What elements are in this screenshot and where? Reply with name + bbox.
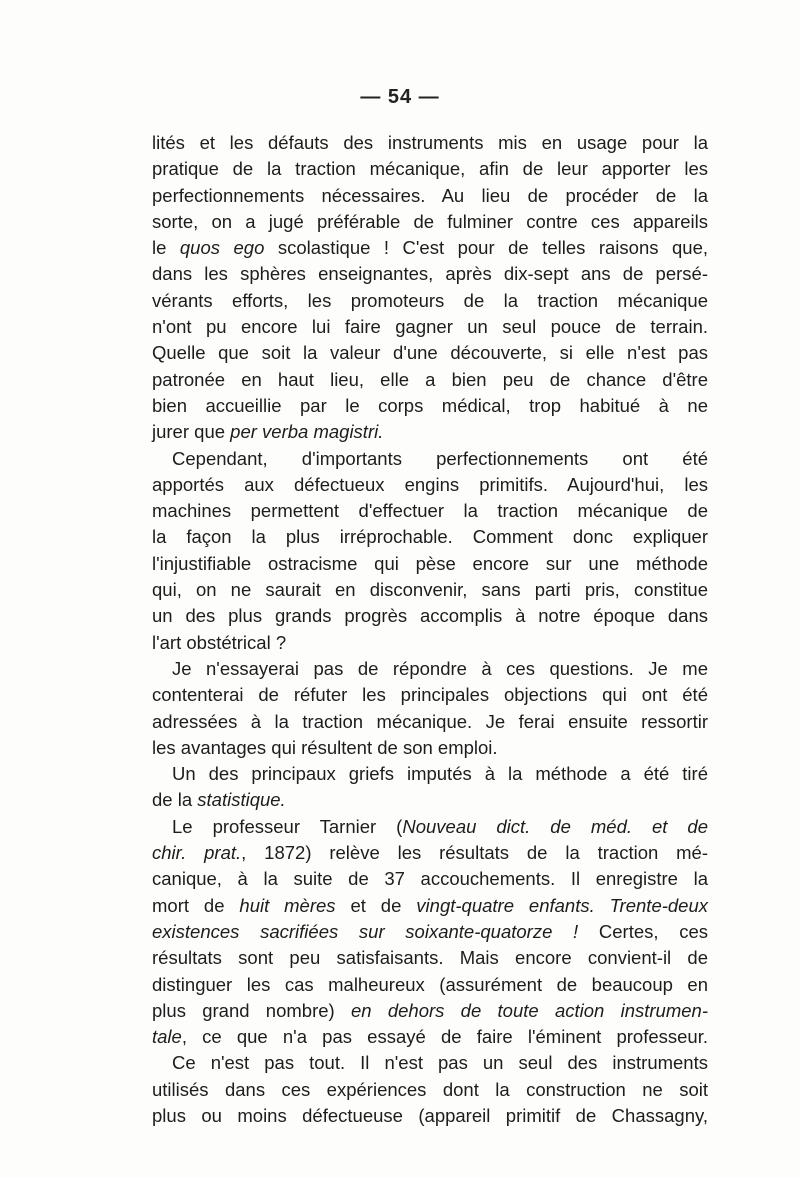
italic-text: Nouveau dict. de méd. et de bbox=[402, 815, 708, 837]
text-run: perfectionnements nécessaires. Au lieu de procéder de la bbox=[152, 184, 708, 206]
text-line bbox=[152, 393, 708, 419]
text-run: distinguer les cas malheureux (assurément de beaucoup en bbox=[152, 973, 708, 995]
text-line bbox=[152, 919, 708, 945]
text-line bbox=[152, 261, 708, 287]
text-line bbox=[152, 709, 708, 735]
text-line bbox=[152, 682, 708, 708]
text-line bbox=[152, 1103, 708, 1129]
italic-text: huit mères bbox=[239, 894, 336, 916]
text-line bbox=[152, 630, 708, 656]
text-line bbox=[152, 551, 708, 577]
text-line bbox=[152, 945, 708, 971]
text-run: Certes, ces bbox=[578, 920, 708, 942]
text-run: l'injustifiable ostracisme qui pèse encore sur une méthode bbox=[152, 552, 708, 574]
text-line bbox=[152, 130, 708, 156]
text-run: vérants efforts, les promoteurs de la traction mécanique bbox=[152, 289, 708, 311]
text-line bbox=[152, 446, 708, 472]
text-run: lités et les défauts des instruments mis en usage pour la bbox=[152, 132, 708, 153]
text-run: , ce que n'a pas essayé de faire l'éminent professeur. bbox=[181, 1026, 708, 1048]
italic-text: vingt-quatre enfants. Trente-deux bbox=[416, 894, 709, 916]
text-run: et de bbox=[335, 894, 417, 916]
text-run: Quelle que soit la valeur d'une découverte, si elle n'est pas bbox=[152, 342, 708, 364]
text-run: le bbox=[152, 237, 180, 259]
text-line bbox=[152, 156, 708, 182]
text-run: patronée en haut lieu, elle a bien peu de chance d'être bbox=[152, 368, 708, 390]
text-run: bien accueillie par le corps médical, trop habitué à ne bbox=[152, 394, 708, 416]
text-line bbox=[152, 787, 708, 813]
text-line bbox=[152, 1077, 708, 1103]
text-line bbox=[152, 419, 708, 445]
text-run: mort de bbox=[152, 894, 240, 916]
italic-text: en dehors de toute action instrumen- bbox=[350, 999, 708, 1021]
text-run: qui, on ne saurait en disconvenir, sans parti pris, constitue bbox=[152, 579, 708, 601]
text-run: de la bbox=[152, 789, 198, 811]
page-number: — 54 — bbox=[360, 86, 440, 108]
text-run: résultats sont peu satisfaisants. Mais encore convient-il de bbox=[152, 947, 708, 969]
text-run: Cependant, d'importants perfectionnements ont été bbox=[172, 447, 708, 469]
text-line bbox=[152, 972, 708, 998]
text-run: un des plus grands progrès accomplis à notre époque dans bbox=[152, 605, 708, 627]
text-line bbox=[152, 498, 708, 524]
text-line bbox=[152, 893, 708, 919]
text-run: adressées à la traction mécanique. Je ferai ensuite ressortir bbox=[152, 710, 708, 732]
text-run: contenterai de réfuter les principales objections qui ont été bbox=[152, 684, 708, 706]
text-line bbox=[152, 340, 708, 366]
text-line bbox=[152, 235, 708, 261]
text-run: scolastique ! C'est pour de telles raisons que, bbox=[264, 237, 708, 259]
text-run: Ce n'est pas tout. Il n'est pas un seul des instruments bbox=[172, 1052, 708, 1074]
text-line bbox=[152, 314, 708, 340]
italic-text: statistique. bbox=[197, 789, 286, 811]
text-run: utilisés dans ces expériences dont la construction ne soit bbox=[152, 1078, 708, 1100]
text-run: machines permettent d'effectuer la traction mécanique de bbox=[152, 500, 708, 522]
text-line bbox=[152, 840, 708, 866]
text-run: les avantages qui résultent de son emploi. bbox=[152, 736, 498, 758]
text-run: n'ont pu encore lui faire gagner un seul pouce de terrain. bbox=[152, 316, 708, 338]
italic-text: tale bbox=[152, 1026, 182, 1048]
text-run: sorte, on a jugé préférable de fulminer contre ces appareils bbox=[152, 210, 708, 232]
text-line bbox=[152, 1024, 708, 1050]
text-run: pratique de la traction mécanique, afin de leur apporter les bbox=[152, 158, 708, 180]
text-run: canique, à la suite de 37 accouchements. Il enregistre la bbox=[152, 868, 708, 890]
text-line bbox=[152, 209, 708, 235]
text-line bbox=[152, 656, 708, 682]
text-line bbox=[152, 814, 708, 840]
text-line bbox=[152, 183, 708, 209]
text-line bbox=[152, 1050, 708, 1076]
text-line bbox=[152, 735, 708, 761]
text-line bbox=[152, 866, 708, 892]
text-run: dans les sphères enseignantes, après dix-sept ans de persé- bbox=[152, 263, 708, 285]
text-line bbox=[152, 524, 708, 550]
text-line bbox=[152, 367, 708, 393]
text-run: Je n'essayerai pas de répondre à ces questions. Je me bbox=[172, 657, 708, 679]
text-run: jurer que bbox=[152, 421, 231, 443]
italic-text: chir. prat. bbox=[152, 842, 242, 864]
text-line bbox=[152, 998, 708, 1024]
text-line bbox=[152, 761, 708, 787]
italic-text: per verba magistri. bbox=[230, 421, 384, 443]
text-run: l'art obstétrical ? bbox=[152, 631, 287, 653]
body-text bbox=[152, 130, 708, 1129]
text-line bbox=[152, 603, 708, 629]
text-run: Un des principaux griefs imputés à la méthode a été tiré bbox=[172, 763, 708, 785]
text-run: Le professeur Tarnier ( bbox=[172, 815, 403, 837]
text-run: plus ou moins défectueuse (appareil primitif de Chassagny, bbox=[152, 1104, 708, 1126]
text-line bbox=[152, 472, 708, 498]
text-line bbox=[152, 288, 708, 314]
text-run: plus grand nombre) bbox=[152, 999, 351, 1021]
text-run: apportés aux défectueux engins primitifs. Aujourd'hui, les bbox=[152, 473, 708, 495]
text-run: , 1872) relève les résultats de la traction mé- bbox=[241, 842, 708, 864]
italic-text: existences sacrifiées sur soixante-quatorze ! bbox=[152, 920, 579, 942]
italic-text: quos ego bbox=[179, 237, 265, 259]
text-run: la façon la plus irréprochable. Comment donc expliquer bbox=[152, 526, 708, 548]
text-line bbox=[152, 577, 708, 603]
